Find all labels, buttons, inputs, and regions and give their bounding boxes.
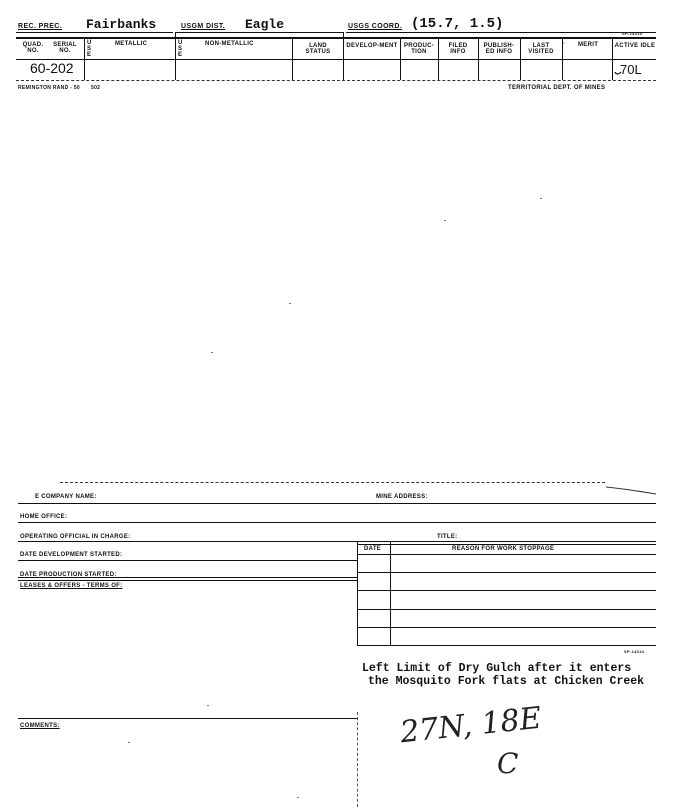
col-serial-no: SERIAL NO. [53, 42, 77, 54]
col-last-visited: LAST VISITED [528, 43, 554, 55]
col-quad-no: QUAD. NO. [22, 42, 44, 54]
handwritten-letter: C [497, 747, 519, 780]
dev-started-label: DATE DEVELOPMENT STARTED: [20, 552, 123, 558]
footer-left: REMINGTON RAND - 50 [18, 85, 81, 91]
footer-code: 502 [91, 85, 101, 91]
mine-address-label: MINE ADDRESS: [376, 494, 428, 500]
col-use-metallic: U S E [87, 40, 92, 58]
col-metallic: METALLIC [115, 41, 148, 47]
prod-started-label: DATE PRODUCTION STARTED: [20, 572, 117, 578]
quad-serial-value: 60-202 [30, 60, 74, 76]
usgs-value: (15.7, 1.5) [411, 16, 504, 32]
usgm-value: Eagle [245, 17, 285, 32]
company-name-label: E COMPANY NAME: [35, 494, 97, 500]
comments-label: COMMENTS: [20, 723, 60, 729]
rec-prec-value: Fairbanks [86, 17, 157, 32]
active-idle-value: 70L [620, 62, 642, 77]
location-line-2: the Mosquito Fork flats at Chicken Creek [368, 675, 645, 688]
date-col-label: DATE [364, 546, 382, 552]
location-line-1: Left Limit of Dry Gulch after it enters [362, 662, 632, 675]
leases-label: LEASES & OFFERS - TERMS OF: [20, 583, 123, 589]
usgs-label: USGS COORD. [348, 23, 403, 30]
col-published-info: PUBLISH-ED INFO [483, 43, 515, 55]
col-use-nonmetallic: U S E [178, 40, 183, 58]
col-production: PRODUC-TION [403, 43, 435, 55]
col-merit: MERIT [578, 42, 599, 48]
usgm-label: USGM DIST. [181, 23, 226, 30]
col-filed-info: FILED INFO [448, 43, 468, 55]
form-number: SP-14015 [622, 31, 643, 36]
back-form-number: SP-14014 [624, 649, 645, 654]
handwritten-coords: 27N, 18E [398, 700, 544, 751]
home-office-label: HOME OFFICE: [20, 514, 68, 520]
col-land-status: LAND STATUS [305, 43, 331, 55]
col-non-metallic: NON-METALLIC [205, 41, 254, 47]
col-active-idle: ACTIVE IDLE [614, 43, 656, 49]
title-label: TITLE: [437, 534, 458, 540]
rec-prec-label: REC. PREC. [18, 23, 63, 30]
col-development: DEVELOP-MENT [346, 43, 398, 49]
footer-right: TERRITORIAL DEPT. OF MINES [508, 85, 606, 91]
active-idle-mark [620, 62, 642, 77]
operating-official-label: OPERATING OFFICIAL IN CHARGE: [20, 534, 131, 540]
reason-col-label: REASON FOR WORK STOPPAGE [452, 546, 555, 552]
